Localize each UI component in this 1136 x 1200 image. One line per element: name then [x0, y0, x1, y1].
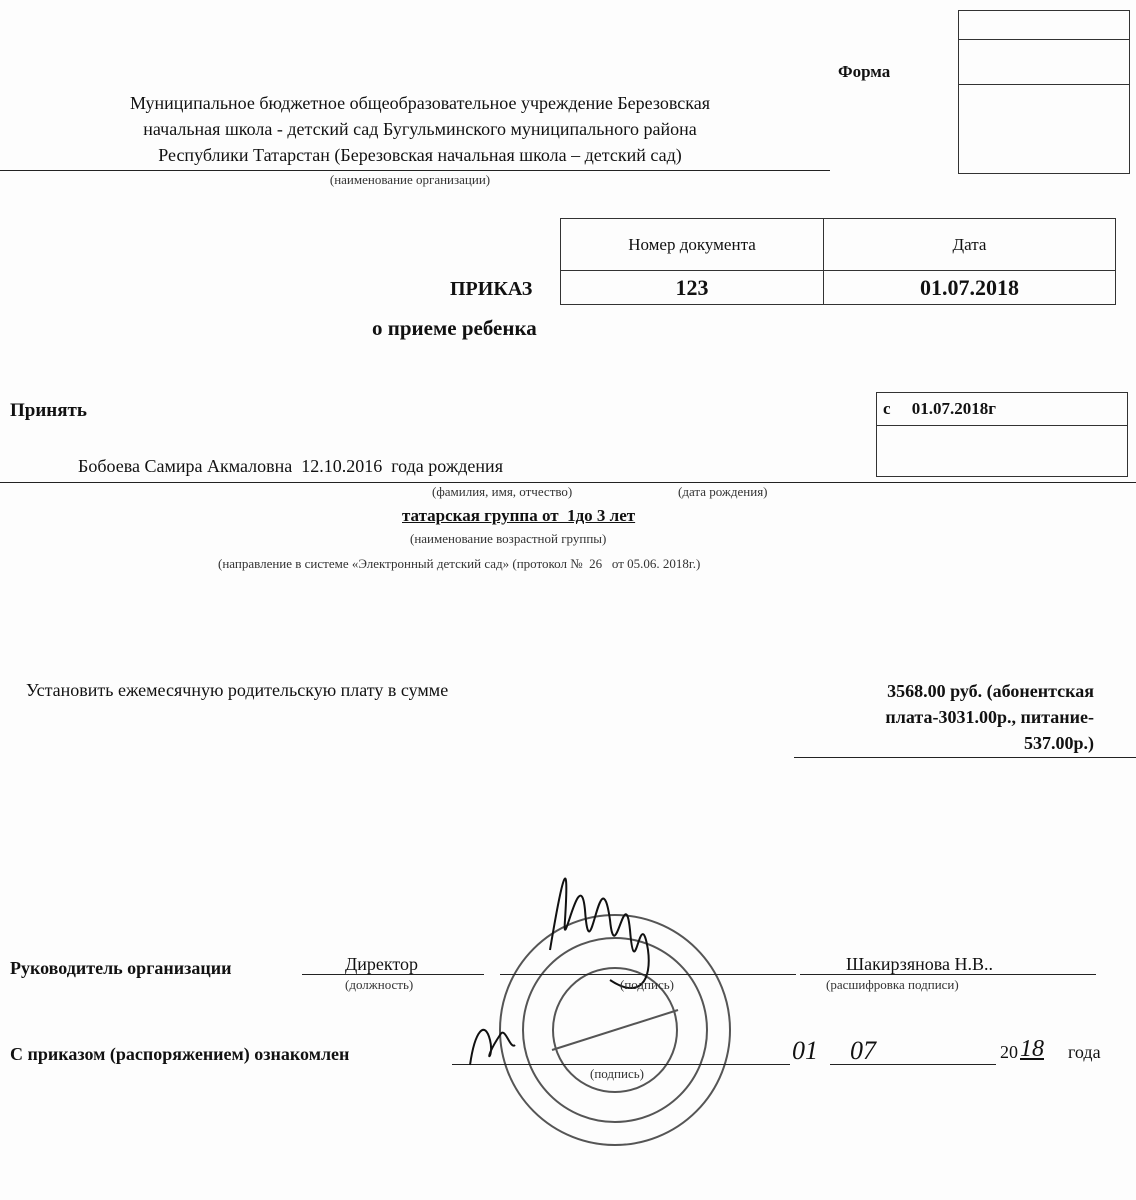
divider: [0, 170, 830, 171]
age-group: татарская группа от 1до 3 лет: [402, 506, 636, 525]
month: 07: [850, 1036, 876, 1065]
year-prefix: 20: [1000, 1042, 1018, 1062]
form-code-cell: [959, 40, 1130, 85]
fee-amount: [790, 678, 1094, 756]
date-header: Дата: [824, 219, 1116, 271]
organization-line: Республики Татарстан (Березовская начальная школа – детский сад): [158, 145, 682, 165]
from-date-empty-cell: [877, 426, 1128, 477]
organization-stamp: [490, 860, 740, 1190]
organization-caption: (наименование организации): [329, 172, 491, 187]
name-caption: (фамилия, имя, отчество): [432, 484, 573, 499]
fee-line: 3568.00 руб. (абонентская: [887, 681, 1094, 701]
organization-name: [20, 90, 820, 168]
year-word: года: [1068, 1042, 1101, 1062]
form-code-box: [958, 10, 1130, 174]
group-caption: (наименование возрастной группы): [410, 531, 607, 546]
from-date-box: [876, 392, 1128, 477]
divider: [794, 757, 1136, 758]
subtitle: о приеме ребенка: [372, 316, 537, 340]
fee-line: 537.00р.): [1023, 733, 1094, 753]
name-caption: (расшифровка подписи): [826, 977, 959, 992]
page-title: ПРИКАЗ: [450, 278, 533, 300]
signature-caption: (подпись): [620, 977, 674, 992]
from-date: с 01.07.2018г: [877, 393, 1128, 426]
organization-line: начальная школа - детский сад Бугульминского муниципального района: [143, 119, 697, 139]
form-code-cell: [959, 85, 1130, 174]
form-label: Форма: [838, 62, 891, 81]
organization-line: Муниципальное бюджетное общеобразовательное учреждение Березовская: [129, 93, 711, 113]
parent-signature: [460, 1020, 520, 1070]
child-info: Бобоева Самира Акмаловна 12.10.2016 года рождения: [78, 456, 503, 476]
position-caption: (должность): [345, 977, 414, 992]
day: 01: [792, 1036, 818, 1065]
referral-text: (направление в системе «Электронный детский сад» (протокол № 26 от 05.06. 2018г.): [218, 556, 701, 571]
acq-signature-caption: (подпись): [590, 1066, 644, 1081]
year-suffix: 18: [1020, 1036, 1044, 1062]
position: Директор: [345, 954, 419, 974]
divider: [500, 974, 796, 975]
document-number: 123: [561, 271, 824, 305]
fee-line: плата-3031.00р., питание-: [885, 707, 1094, 727]
head-name: Шакирзянова Н.В..: [846, 954, 994, 974]
document-number-table: [560, 218, 1116, 305]
birth-caption: (дата рождения): [678, 484, 768, 499]
fee-label: Установить ежемесячную родительскую плату в сумме: [26, 680, 449, 700]
acquainted-label: С приказом (распоряжением) ознакомлен: [10, 1044, 350, 1064]
form-code-cell: [959, 11, 1130, 40]
document-date: 01.07.2018: [824, 271, 1116, 305]
head-label: Руководитель организации: [10, 958, 232, 978]
accept-label: Принять: [10, 400, 87, 421]
number-header: Номер документа: [561, 219, 824, 271]
divider: [0, 482, 1136, 483]
